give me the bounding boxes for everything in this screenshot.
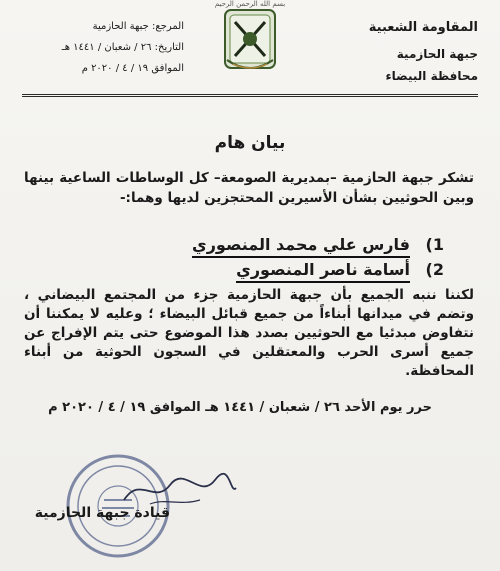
signatory: قيادة جبهة الحازمية xyxy=(34,505,170,521)
basmala-caption: بسم الله الرحمن الرحيم xyxy=(214,0,286,8)
governorate-name: محافظة البيضاء xyxy=(385,69,478,83)
body-paragraph: لكننا ننبه الجميع بأن جبهة الحازمية جزء من المجتمع البيضاني ، وتضم في ميدانها أبناءاً من جميع قبائل البيضاء ؛ وعليه لا يمكننا أن نتفاوض مبدئيا مع الحوثيين بصدد هذا الموضوع حتى يتم الإفراج عن جميع أسرى الحرب والمعتقلين في السجون الحوثية من أبناء المحافظة. xyxy=(24,287,474,379)
organization-block xyxy=(338,20,478,83)
issued-date-line: حرر يوم الأحد ٢٦ / شعبان / ١٤٤١ هـ الموافق ١٩ / ٤ / ٢٠٢٠ م xyxy=(48,400,432,415)
org-name: المقاومة الشعبية xyxy=(368,20,478,35)
statement-title: بيان هام xyxy=(214,133,286,153)
handwritten-signature xyxy=(120,470,240,510)
reference-label: المرجع: جبهة الحازمية xyxy=(92,21,184,32)
prisoner-name: أسامة ناصر المنصوري xyxy=(236,259,410,283)
header-divider xyxy=(22,94,478,97)
front-name: جبهة الحازمية xyxy=(396,47,478,61)
prisoner-list xyxy=(192,234,444,284)
prisoner-name: فارس علي محمد المنصوري xyxy=(192,234,410,258)
emblem-logo xyxy=(205,0,295,80)
list-item xyxy=(192,234,444,258)
list-number: 1) xyxy=(425,235,444,254)
intro-paragraph: تشكر جبهة الحازمية –بمديرية الصومعة– كل الوساطات الساعية بينها وبين الحوثيين بشأن الأسيرين المحتجزين لديها وهما:- xyxy=(24,170,474,206)
reference-block xyxy=(34,16,184,79)
gregorian-date: الموافق ١٩ / ٤ / ٢٠٢٠ م xyxy=(81,63,184,74)
hijri-date: التاريخ: ٢٦ / شعبان / ١٤٤١ هـ xyxy=(61,42,184,53)
list-item xyxy=(192,259,444,283)
list-number: 2) xyxy=(425,260,444,279)
